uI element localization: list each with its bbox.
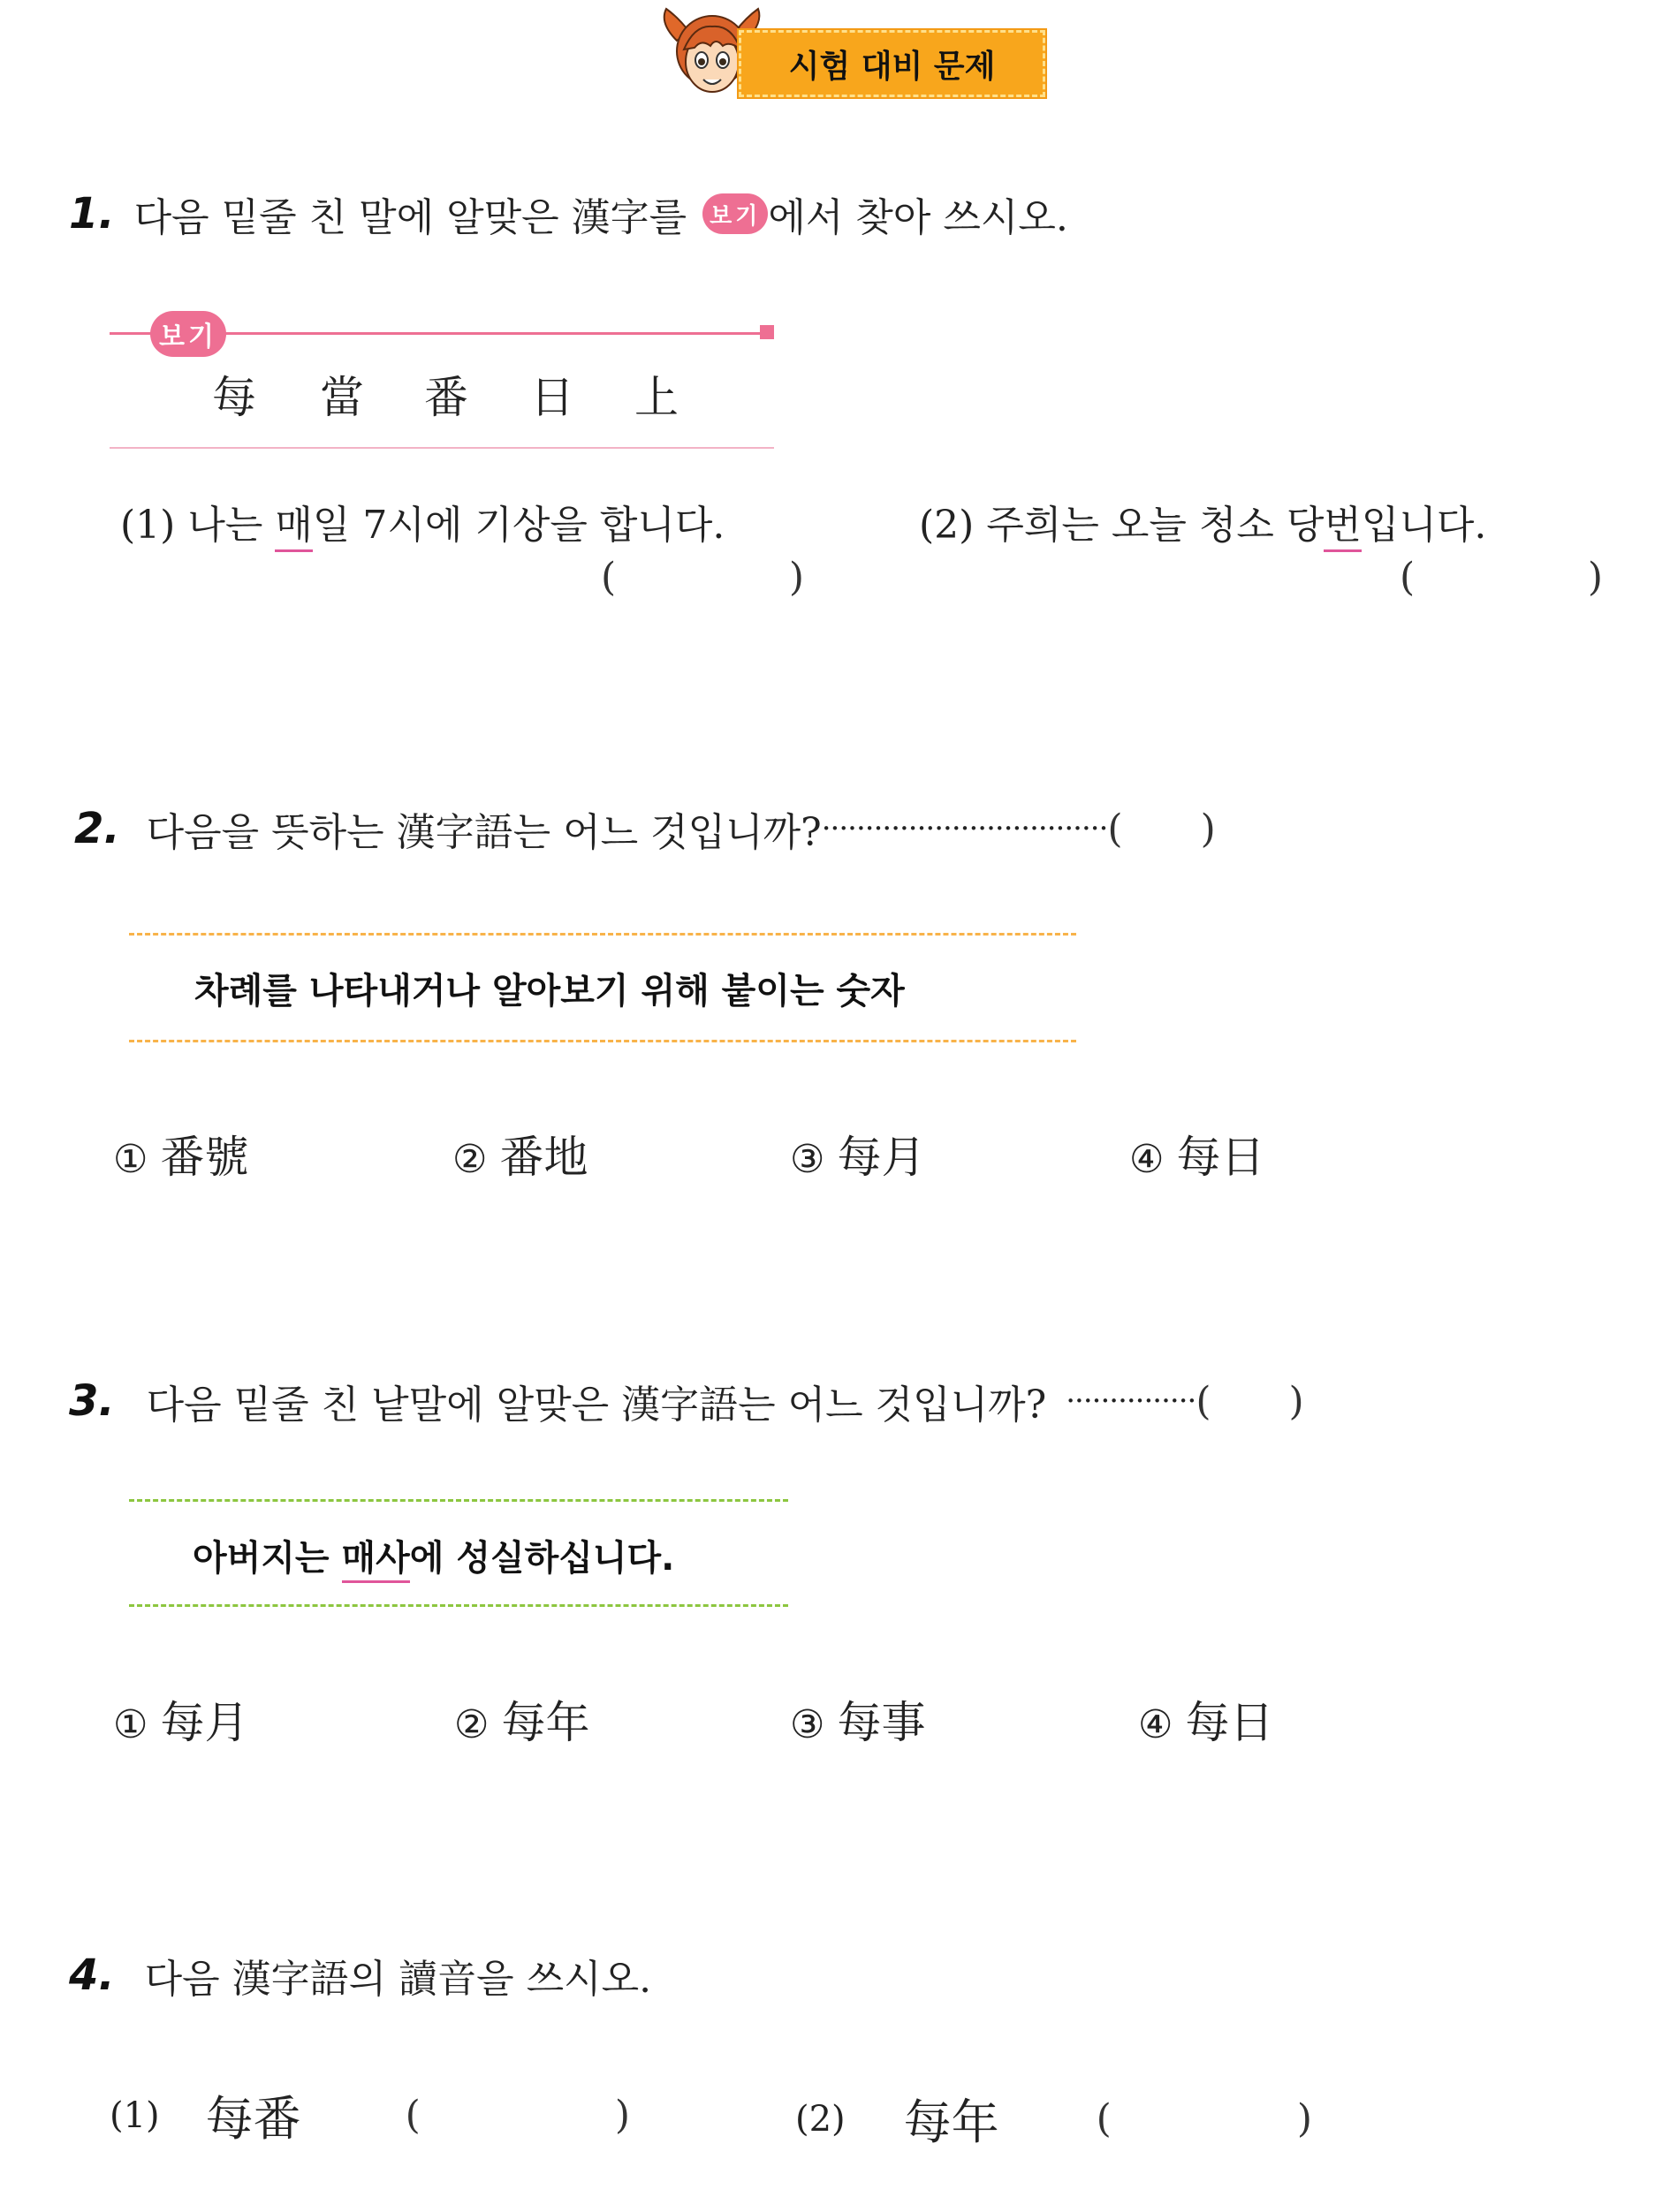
header-title: 시험 대비 문제 xyxy=(739,30,1045,97)
q4-item-2 xyxy=(795,2085,1312,2153)
choice-number: ② xyxy=(454,1702,490,1747)
choice-1[interactable] xyxy=(113,1122,248,1186)
bogi-char: 上 xyxy=(634,372,679,423)
choice-number: ① xyxy=(113,1702,148,1747)
item-text-post: 입니다. xyxy=(1361,503,1487,548)
question-text: 다음을 뜻하는 漢字語는 어느 것입니까? xyxy=(146,810,822,855)
choice-text: 每月 xyxy=(160,1697,249,1748)
choice-3[interactable] xyxy=(790,1687,925,1751)
dot-leader: ································· xyxy=(821,811,1108,846)
q4-item-1 xyxy=(110,2081,630,2149)
underlined-word: 번 xyxy=(1324,503,1362,552)
question-text-after: 에서 찾아 쓰시오. xyxy=(768,195,1068,240)
definition-top-rule xyxy=(129,933,1076,936)
question-text: 다음 밑줄 친 낱말에 알맞은 漢字語는 어느 것입니까? xyxy=(146,1382,1047,1428)
open-paren: ( xyxy=(1400,555,1416,600)
choice-text: 番號 xyxy=(160,1132,249,1183)
bogi-chars xyxy=(212,362,679,426)
q1-item-1 xyxy=(120,493,725,549)
question-number: 3. xyxy=(69,1376,115,1426)
close-paren[interactable]: ) xyxy=(1296,2096,1313,2141)
choice-4[interactable] xyxy=(1138,1687,1273,1751)
question-number: 1. xyxy=(69,189,115,239)
bogi-bottom-line xyxy=(110,447,774,449)
choice-2[interactable] xyxy=(454,1687,589,1751)
item-number: (2) xyxy=(919,503,975,548)
definition-text: 차례를 나타내거나 알아보기 위해 붙이는 숫자 xyxy=(194,971,905,1011)
item-text-post: 일 7시에 기상을 합니다. xyxy=(312,503,725,548)
item-word: 每年 xyxy=(903,2095,999,2150)
bogi-char: 當 xyxy=(320,372,364,423)
bogi-box xyxy=(110,309,774,451)
bogi-char: 番 xyxy=(424,372,468,423)
close-paren[interactable]: ) xyxy=(614,2093,631,2138)
choice-text: 番地 xyxy=(499,1132,588,1183)
question-text: 다음 漢字語의 讀音을 쓰시오. xyxy=(144,1957,652,2002)
open-paren[interactable]: ( xyxy=(1096,2096,1112,2141)
sentence-bottom-rule xyxy=(129,1604,788,1607)
close-paren: ) xyxy=(1587,555,1603,600)
answer-blank[interactable] xyxy=(601,555,804,600)
choice-number: ③ xyxy=(790,1702,825,1747)
question-number: 4. xyxy=(69,1951,115,2000)
question-1-heading xyxy=(69,186,1068,242)
dot-leader: ··············· xyxy=(1066,1383,1196,1419)
close-paren[interactable]: ) xyxy=(1200,806,1216,852)
open-paren[interactable]: ( xyxy=(405,2093,421,2138)
choice-number: ③ xyxy=(790,1137,825,1182)
choice-3[interactable] xyxy=(790,1122,925,1186)
sentence-post: 에 성실하십니다. xyxy=(409,1538,675,1579)
choice-4[interactable] xyxy=(1129,1122,1264,1186)
bogi-char: 日 xyxy=(530,372,574,423)
question-text: 다음 밑줄 친 말에 알맞은 漢字를 xyxy=(133,195,687,240)
choice-number: ④ xyxy=(1138,1702,1173,1747)
choice-number: ④ xyxy=(1129,1137,1165,1182)
sentence-box xyxy=(193,1530,674,1580)
q1-item-2 xyxy=(919,493,1486,549)
choice-text: 每月 xyxy=(837,1132,926,1183)
question-2-heading xyxy=(74,800,1216,857)
answer-blank[interactable] xyxy=(1400,555,1603,600)
choice-number: ① xyxy=(113,1137,148,1182)
question-4-heading xyxy=(69,1947,651,2004)
item-number: (2) xyxy=(795,2098,846,2140)
underlined-word: 매사 xyxy=(342,1538,410,1583)
choice-text: 每事 xyxy=(837,1697,926,1748)
bogi-end-square xyxy=(760,325,774,339)
item-word: 每番 xyxy=(205,2091,301,2147)
bogi-label: 보기 xyxy=(150,311,226,357)
choice-number: ② xyxy=(452,1137,488,1182)
open-paren[interactable]: ( xyxy=(1196,1378,1211,1424)
question-number: 2. xyxy=(74,804,120,853)
item-number: (1) xyxy=(110,2095,160,2136)
item-number: (1) xyxy=(120,503,176,548)
question-3-heading xyxy=(69,1373,1304,1429)
open-paren[interactable]: ( xyxy=(1107,806,1123,852)
choice-1[interactable] xyxy=(113,1687,248,1751)
bogi-char: 每 xyxy=(212,372,256,423)
item-text-pre: 주희는 오늘 청소 당 xyxy=(986,503,1325,548)
close-paren: ) xyxy=(788,555,804,600)
choice-text: 每日 xyxy=(1176,1132,1265,1183)
sentence-top-rule xyxy=(129,1499,788,1502)
underlined-word: 매 xyxy=(275,503,313,552)
definition-bottom-rule xyxy=(129,1040,1076,1042)
sentence-pre: 아버지는 xyxy=(193,1538,342,1579)
choice-text: 每年 xyxy=(501,1697,590,1748)
close-paren[interactable]: ) xyxy=(1288,1378,1304,1424)
bogi-badge: 보기 xyxy=(702,193,768,234)
open-paren: ( xyxy=(601,555,617,600)
item-text-pre: 나는 xyxy=(187,503,276,548)
choice-text: 每日 xyxy=(1185,1697,1274,1748)
choice-2[interactable] xyxy=(452,1122,588,1186)
